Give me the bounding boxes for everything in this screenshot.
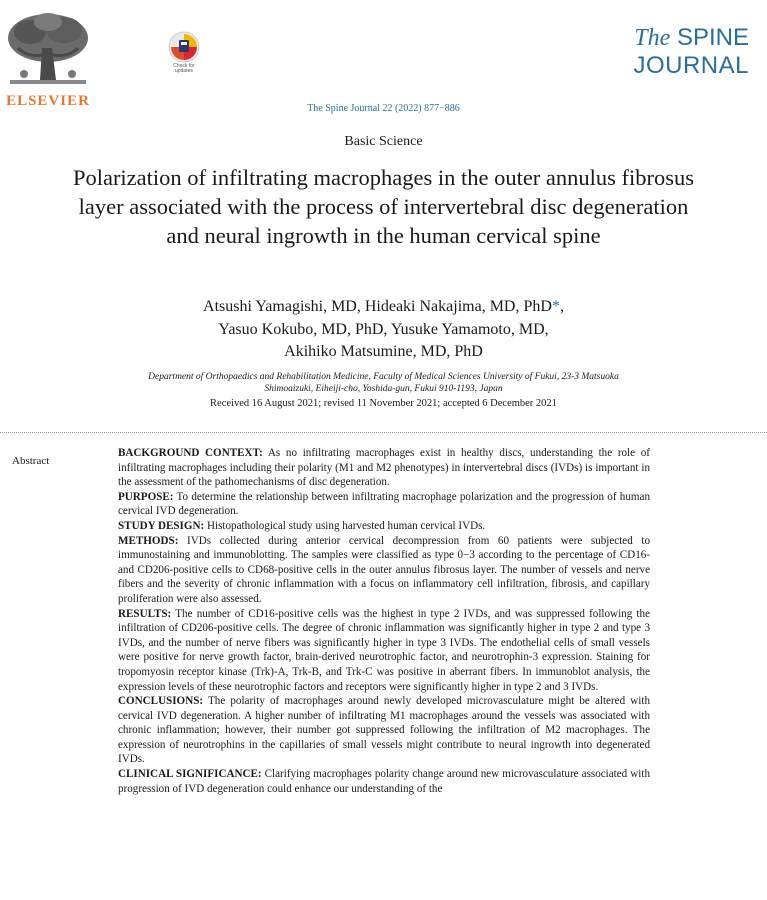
article-title: Polarization of infiltrating macrophages in the outer annulus fibrosus layer associated with the process of intervertebral disc degeneration and neural ingrowth in the human cervical spine [72, 165, 695, 248]
journal-logo [633, 24, 749, 80]
abstract-label: Abstract [12, 455, 50, 467]
check-for-updates-badge[interactable] [167, 30, 201, 76]
abstract-text: The number of CD16-positive cells was the highest in type 2 IVDs, and was suppressed following the infiltration of CD206-positive cells. The degree of chronic inflammation was significantly higher in type 2 and type 3 IVDs, and the number of nerve fibers was significantly higher in type 3 IVDs. The endothelial cells of small vessels were positive for nerve growth factor, brain-derived neurotrophic factor, and neurotrophin-3 expression. Staining for tropomyosin receptor kinase (Trk)-A, Trk-B, and Trk-C was positive in aberrant fibers. In immunoblot analysis, the expression levels of these neurotrophic factors and receptors were significantly higher in type 2 and 3 IVDs. [118, 607, 650, 693]
affiliation-line-2: Shimoaizuki, Eiheiji-cho, Yoshida-gun, Fukui 910-1193, Japan [264, 384, 503, 394]
received-dates: Received 16 August 2021; revised 11 November 2021; accepted 6 December 2021 [210, 398, 557, 409]
abstract-paragraph [118, 694, 650, 767]
authors-line-1: Atsushi Yamagishi, MD, Hideaki Nakajima, MD, PhD [203, 298, 552, 315]
check-updates-label: Check for updates [173, 63, 195, 74]
divider [0, 432, 767, 433]
abstract-paragraph [118, 767, 650, 796]
authors-line-1-end: , [559, 298, 564, 315]
publisher-name: ELSEVIER [6, 93, 90, 109]
authors-line-3: Akihiko Matsumine, MD, PhD [284, 343, 483, 360]
journal-logo-journal: JOURNAL [633, 52, 749, 79]
abstract-text: Histopathological study using harvested human cervical IVDs. [206, 519, 486, 532]
abstract-text: As no infiltrating macrophages exist in healthy discs, understanding the role of infiltrating macrophages including their polarity (M1 and M2 phenotypes) in intervertebral discs (IVDs) is important in the assessment of the pathomechanisms of disc degeneration. [118, 447, 650, 489]
citation-line[interactable]: The Spine Journal 22 (2022) 877−886 [307, 103, 460, 114]
abstract-heading: BACKGROUND CONTEXT: [118, 447, 263, 459]
abstract-heading: STUDY DESIGN: [118, 519, 205, 532]
author-list [80, 296, 687, 364]
journal-logo-spine: SPINE [676, 24, 749, 51]
elsevier-tree-logo [4, 8, 92, 92]
abstract-text: Clarifying macrophages polarity change around new microvasculature associated with progression of IVD degeneration could enhance our understanding of the [118, 768, 650, 795]
authors-line-2: Yasuo Kokubo, MD, PhD, Yusuke Yamamoto, MD, [218, 320, 549, 338]
abstract-text: To determine the relationship between infiltrating macrophage polarization and the progression of human cervical IVD degeneration. [118, 490, 650, 518]
affiliation [60, 371, 707, 395]
abstract-paragraph [118, 446, 650, 490]
check-updates-icon [167, 30, 201, 64]
abstract-paragraph [118, 490, 650, 519]
corresponding-author-marker[interactable]: * [551, 298, 560, 315]
section-label: Basic Science [344, 134, 423, 149]
journal-logo-the: The [634, 25, 671, 51]
affiliation-line-1: Department of Orthopaedics and Rehabilitation Medicine, Faculty of Medical Sciences University of Fukui, 23-3 Matsuoka [148, 372, 619, 382]
abstract-heading: CONCLUSIONS: [118, 695, 204, 708]
abstract-heading: METHODS: [118, 534, 179, 547]
abstract-text: IVDs collected during anterior cervical decompression from 60 patients were subjected to immunostaining and immunoblotting. The samples were classified as type 0−3 according to the percentage of CD16- and CD206-positive cells to CD68-positive cells in the outer annulus fibrosus layer. The number of vessels and nerve fibers and the severity of chronic inflammation with a focus on inflammatory cell infiltration, fibrosis, and capillary proliferation were also assessed. [118, 534, 650, 605]
abstract-paragraph [118, 534, 650, 607]
abstract-text: The polarity of macrophages around newly developed microvasculature might be altered with cervical IVD degeneration. A higher number of infiltrating M1 macrophages around the vessels was associated with chronic inflammation; however, their number got suppressed following the infiltration of M2 macrophages. The expression of neurotrophins in the capillaries of small vessels might contribute to neural ingrowth into degenerated IVDs. [118, 695, 650, 766]
abstract-paragraph [118, 607, 650, 695]
abstract-heading: CLINICAL SIGNIFICANCE: [118, 768, 262, 781]
abstract-heading: RESULTS: [118, 607, 172, 620]
abstract-heading: PURPOSE: [118, 490, 174, 503]
abstract-paragraph [118, 519, 650, 534]
abstract-body [118, 446, 650, 796]
